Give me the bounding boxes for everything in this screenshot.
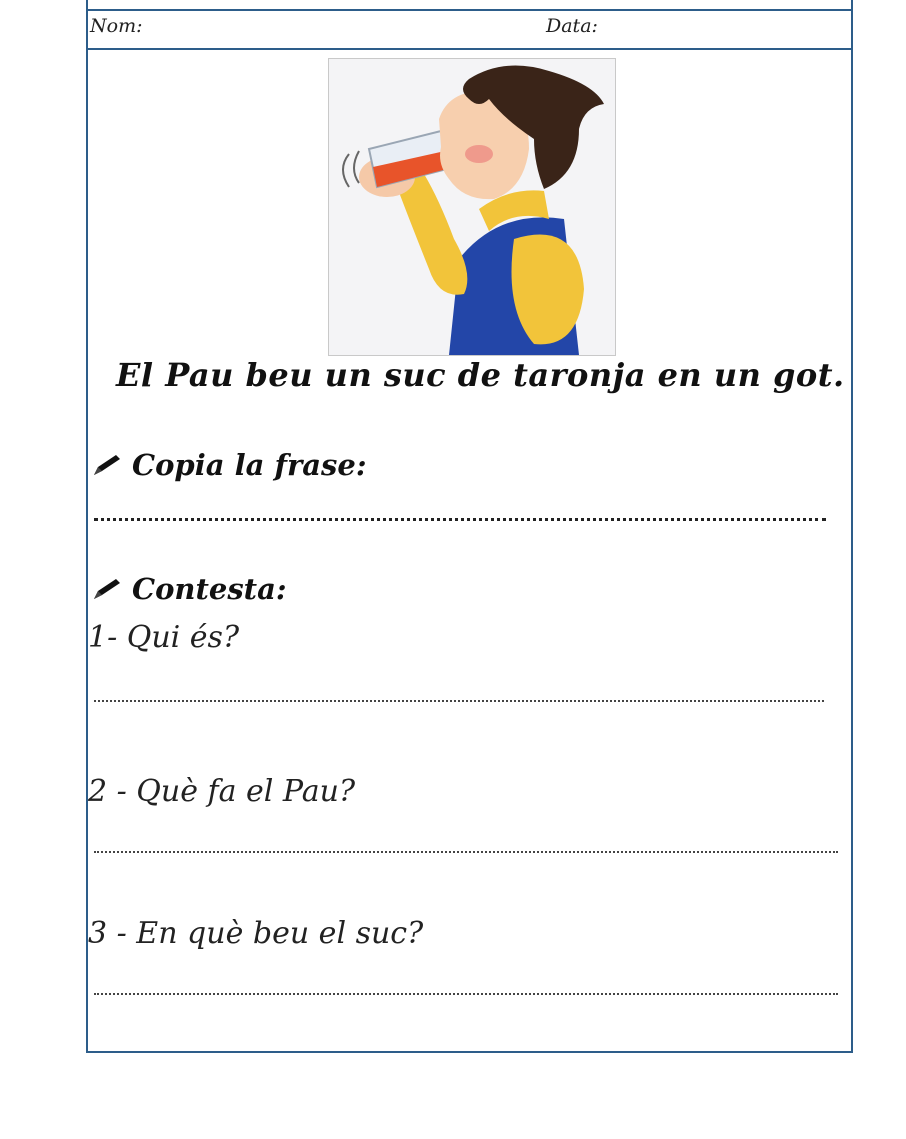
pencil-icon (92, 453, 122, 477)
illustration-drawing (329, 59, 615, 355)
name-label: Nom: (90, 15, 143, 37)
motion-line (354, 151, 359, 183)
header-row (88, 0, 851, 50)
copy-answer-line[interactable] (94, 518, 826, 521)
pencil-icon (92, 577, 122, 601)
question-2: 2 - Què fa el Pau? (88, 774, 356, 809)
answer-line-1[interactable] (94, 700, 824, 702)
answer-line-2[interactable] (94, 851, 838, 853)
copy-section-label: Copia la frase: (132, 448, 367, 482)
boy-drinking-juice-illustration (328, 58, 616, 356)
answer-line-3[interactable] (94, 993, 838, 995)
cheek-shape (465, 145, 493, 163)
date-label: Data: (546, 15, 598, 37)
motion-line (343, 154, 349, 187)
answer-section-title (92, 572, 287, 606)
question-1: 1- Qui és? (88, 620, 240, 655)
question-3: 3 - En què beu el suc? (88, 916, 424, 951)
answer-section-label: Contesta: (132, 572, 287, 606)
copy-section-title (92, 448, 367, 482)
header-top-rule (88, 9, 851, 11)
worksheet (86, 0, 853, 1053)
reading-sentence: El Pau beu un suc de taronja en un got. (116, 356, 845, 394)
